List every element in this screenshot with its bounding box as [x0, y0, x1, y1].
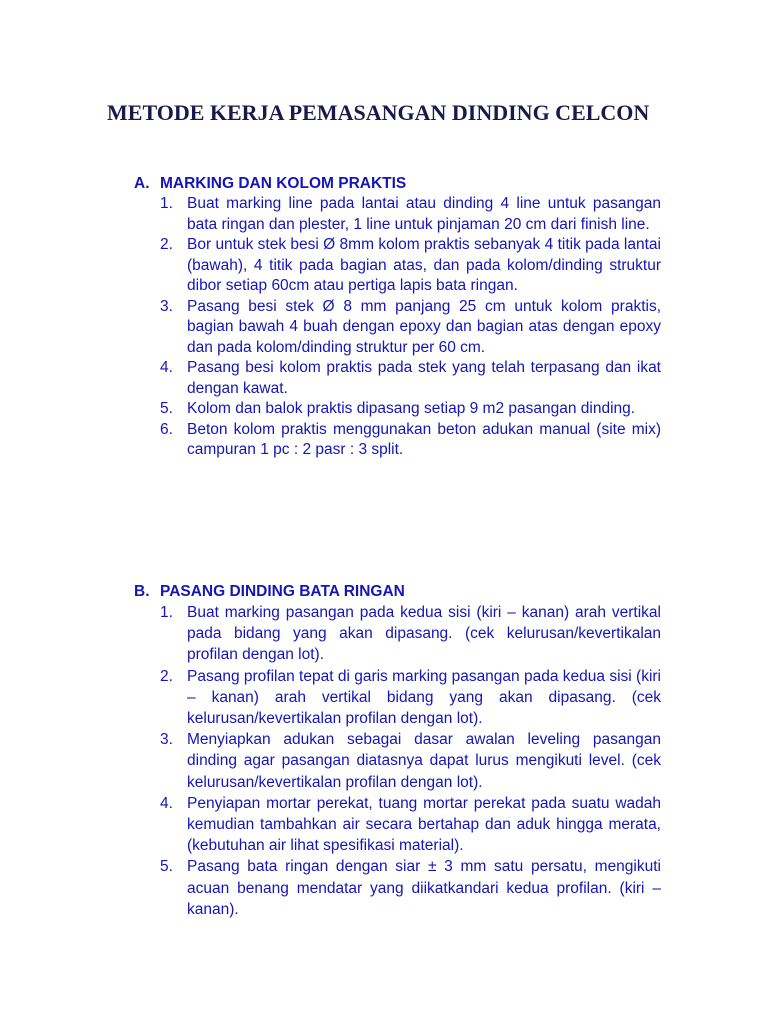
- section-heading-text: MARKING DAN KOLOM PRAKTIS: [160, 175, 407, 192]
- step-text: Bor untuk stek besi Ø 8mm kolom praktis sebanyak 4 titik pada lantai (bawah), 4 titik pada bagian atas, dan pada kolom/dinding struktur dibor setiap 60cm atau pertiga lapis bata ringan.: [187, 236, 661, 294]
- list-item: [134, 856, 661, 920]
- document-title: METODE KERJA PEMASANGAN DINDING CELCON: [107, 100, 650, 125]
- step-text: Buat marking pasangan pada kedua sisi (kiri – kanan) arah vertikal pada bidang yang akan dipasang. (cek kelurusan/kevertikalan profilan dengan lot).: [187, 604, 661, 664]
- section-heading: [134, 174, 661, 194]
- step-text: Pasang profilan tepat di garis marking pasangan pada kedua sisi (kiri – kanan) arah vertikal bidang yang akan dipasang. (cek kelurusan/kevertikalan profilan dengan lot).: [187, 667, 661, 728]
- section-pasang-dinding-bata-ringan: [134, 582, 661, 920]
- step-number: 2.: [160, 236, 173, 253]
- step-text: Buat marking line pada lantai atau dinding 4 line untuk pasangan bata ringan dan plester, 1 line untuk pinjaman 20 cm dari finish line.: [187, 195, 661, 233]
- step-number: 1.: [160, 195, 173, 212]
- step-list: [134, 194, 661, 461]
- step-number: 5.: [160, 400, 173, 417]
- list-item: [134, 297, 661, 359]
- step-number: 2.: [160, 667, 173, 685]
- step-text: Kolom dan balok praktis dipasang setiap 9 m2 pasangan dinding.: [187, 400, 636, 417]
- step-number: 3.: [160, 731, 173, 749]
- step-number: 5.: [160, 858, 173, 876]
- step-text: Pasang besi kolom praktis pada stek yang telah terpasang dan ikat dengan kawat.: [187, 359, 661, 397]
- step-text: Pasang besi stek Ø 8 mm panjang 25 cm untuk kolom praktis, bagian bawah 4 buah dengan epoxy dan bagian atas dengan epoxy dan pada kolom/dinding struktur per 60 cm.: [187, 297, 661, 356]
- step-text: Menyiapkan adukan sebagai dasar awalan leveling pasangan dinding agar pasangan diatasnya dapat lurus mengikuti level. (cek kelurusan/kevertikalan profilan dengan lot).: [187, 731, 661, 791]
- list-item: [134, 235, 661, 297]
- list-item: [134, 399, 661, 420]
- step-number: 3.: [160, 297, 173, 315]
- section-heading: [134, 582, 661, 602]
- section-marking-kolom-praktis: [134, 174, 661, 461]
- step-number: 6.: [160, 420, 173, 438]
- step-number: 4.: [160, 359, 173, 376]
- list-item: [134, 793, 661, 857]
- step-text: Beton kolom praktis menggunakan beton adukan manual (site mix) campuran 1 pc : 2 pasr : 3 split.: [187, 420, 661, 458]
- list-item: [134, 666, 661, 730]
- list-item: [134, 420, 661, 461]
- step-text: Pasang bata ringan dengan siar ± 3 mm satu persatu, mengikuti acuan benang mendatar yang diikatkandari kedua profilan. (kiri – kanan).: [187, 858, 661, 918]
- section-heading-text: PASANG DINDING BATA RINGAN: [160, 583, 405, 600]
- section-letter: A.: [134, 175, 150, 192]
- step-number: 4.: [160, 794, 173, 812]
- list-item: [134, 602, 661, 666]
- list-item: [134, 194, 661, 235]
- step-text: Penyiapan mortar perekat, tuang mortar perekat pada suatu wadah kemudian tambahkan air secara bertahap dan aduk hingga merata, (kebutuhan air lihat spesifikasi material).: [187, 794, 661, 855]
- list-item: [134, 729, 661, 793]
- section-letter: B.: [134, 583, 150, 600]
- step-list: [134, 602, 661, 920]
- step-number: 1.: [160, 604, 173, 621]
- list-item: [134, 358, 661, 399]
